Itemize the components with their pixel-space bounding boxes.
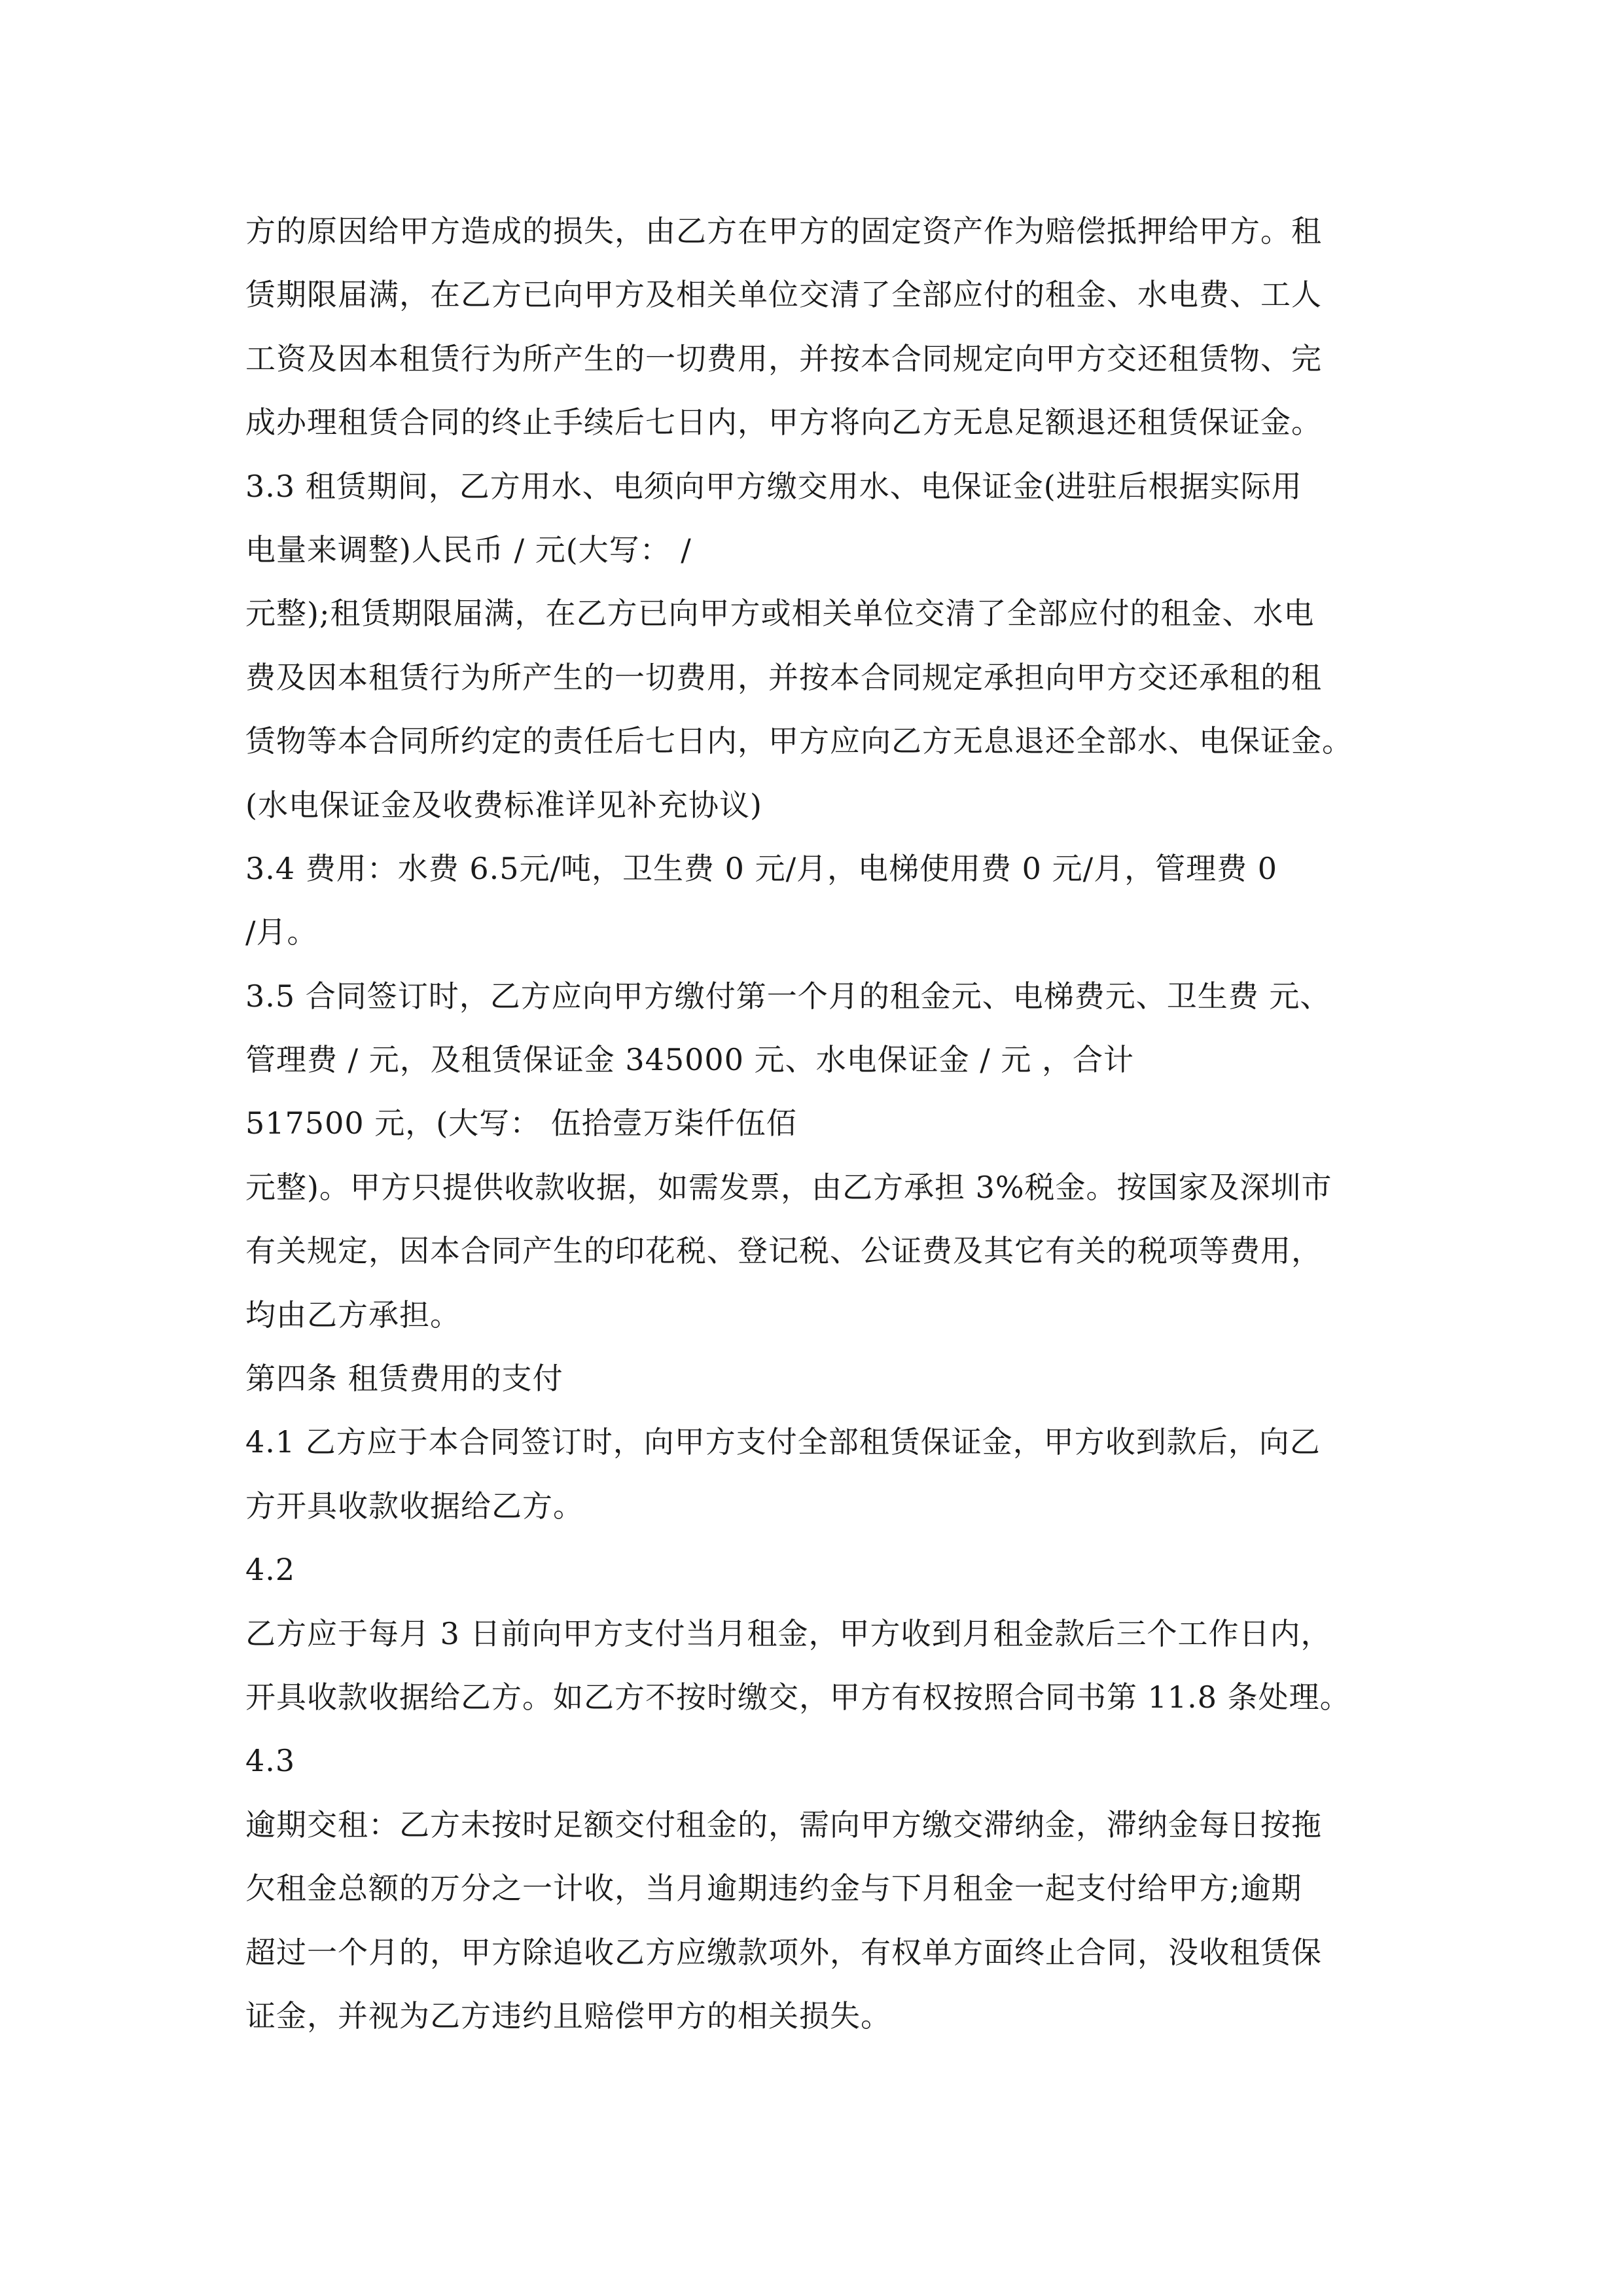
text-line: 证金，并视为乙方违约且赔偿甲方的相关损失。 — [245, 1998, 891, 2034]
text-line: (水电保证金及收费标准详见补充协议) — [245, 787, 762, 823]
article-4-heading: 第四条 租赁费用的支付 — [245, 1361, 563, 1397]
text-line: 赁期限届满，在乙方已向甲方及相关单位交清了全部应付的租金、水电费、工人 — [245, 277, 1322, 313]
text-line: 517500 元，(大写： 伍拾壹万柒仟伍佰 — [245, 1105, 797, 1141]
clause-4-1: 4.1 乙方应于本合同签订时，向甲方支付全部租赁保证金，甲方收到款后，向乙 — [245, 1424, 1321, 1460]
clause-4-2: 4.2 — [245, 1552, 296, 1588]
text-line: 超过一个月的，甲方除追收乙方应缴款项外，有权单方面终止合同，没收租赁保 — [245, 1934, 1322, 1970]
text-line: 管理费 / 元，及租赁保证金 345000 元、水电保证金 / 元 ，合计 — [245, 1042, 1134, 1078]
text-line: /月。 — [245, 914, 318, 950]
text-line: 元整);租赁期限届满，在乙方已向甲方或相关单位交清了全部应付的租金、水电 — [245, 596, 1315, 632]
contract-text — [245, 208, 1397, 2056]
clause-4-3: 4.3 — [245, 1743, 296, 1779]
text-line: 方的原因给甲方造成的损失，由乙方在甲方的固定资产作为赔偿抵押给甲方。租 — [245, 213, 1322, 249]
text-line: 欠租金总额的万分之一计收，当月逾期违约金与下月租金一起支付给甲方;逾期 — [245, 1871, 1302, 1907]
text-line: 电量来调整)人民币 / 元(大写： / — [245, 531, 692, 567]
text-line: 乙方应于每月 3 日前向甲方支付当月租金，甲方收到月租金款后三个工作日内， — [245, 1615, 1332, 1651]
clause-3-5: 3.5 合同签订时，乙方应向甲方缴付第一个月的租金元、电梯费元、卫生费 元、 — [245, 978, 1331, 1014]
clause-3-4: 3.4 费用：水费 6.5元/吨，卫生费 0 元/月，电梯使用费 0 元/月，管理费 0 — [245, 850, 1277, 886]
text-line: 费及因本租赁行为所产生的一切费用，并按本合同规定承担向甲方交还承租的租 — [245, 659, 1322, 695]
text-line: 工资及因本租赁行为所产生的一切费用，并按本合同规定向甲方交还租赁物、完 — [245, 340, 1322, 376]
clause-3-3: 3.3 租赁期间，乙方用水、电须向甲方缴交用水、电保证金(进驻后根据实际用 — [245, 468, 1302, 504]
text-line: 方开具收款收据给乙方。 — [245, 1488, 584, 1524]
text-line: 赁物等本合同所约定的责任后七日内，甲方应向乙方无息退还全部水、电保证金。 — [245, 723, 1353, 759]
text-line: 元整)。甲方只提供收款收据，如需发票，由乙方承担 3%税金。按国家及深圳市 — [245, 1169, 1332, 1205]
text-line: 均由乙方承担。 — [245, 1297, 461, 1333]
text-line: 逾期交租：乙方未按时足额交付租金的，需向甲方缴交滞纳金，滞纳金每日按拖 — [245, 1806, 1322, 1842]
text-line: 开具收款收据给乙方。如乙方不按时缴交，甲方有权按照合同书第 11.8 条处理。 — [245, 1679, 1351, 1715]
text-line: 有关规定，因本合同产生的印花税、登记税、公证费及其它有关的税项等费用， — [245, 1233, 1322, 1269]
text-line: 成办理租赁合同的终止手续后七日内，甲方将向乙方无息足额退还租赁保证金。 — [245, 404, 1322, 440]
